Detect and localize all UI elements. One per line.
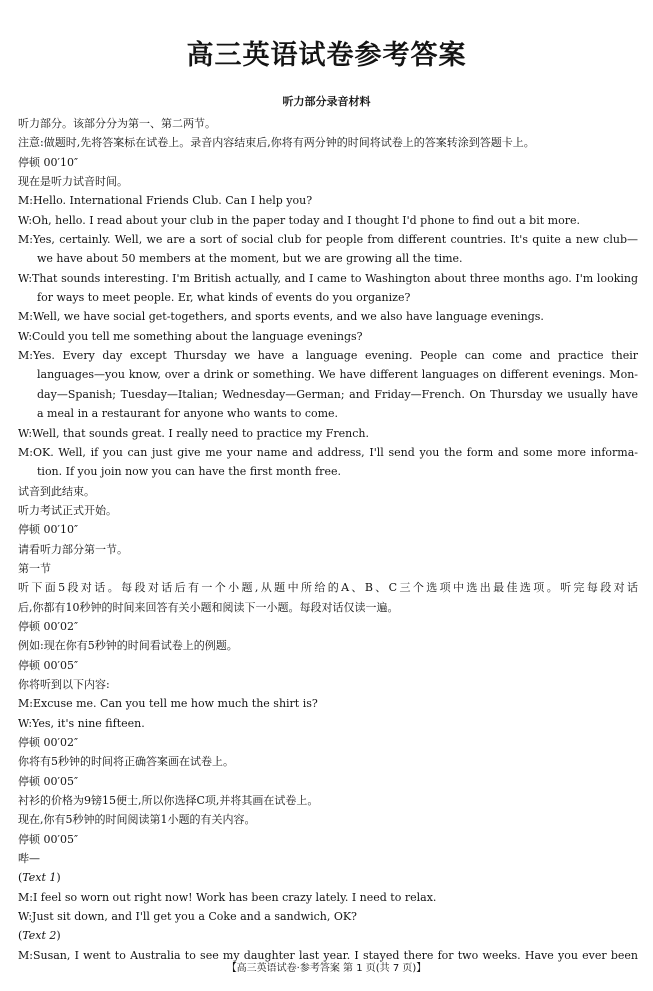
transcript-line: tion. If you join now you can have the first month free. (37, 465, 341, 479)
transcript-line: M:Excuse me. Can you tell me how much the shirt is? (18, 697, 318, 711)
transcript-line: 听力部分。该部分分为第一、第二两节。 (18, 117, 216, 130)
transcript-line: 现在是听力试音时间。 (18, 175, 128, 189)
page-title: 高三英语试卷参考答案 (186, 40, 467, 71)
transcript-line: W:Well, that sounds great. I really need to practice my French. (18, 426, 369, 440)
transcript-line: M:Susan, I went to Australia to see my daughter last year. I stayed there for two weeks. Have you ever been (18, 948, 638, 962)
transcript-line: 停顿 00′10″ (18, 155, 79, 169)
transcript-line: M:I feel so worn out right now! Work has been crazy lately. I need to relax. (18, 890, 437, 904)
transcript-line: a meal in a restaurant for anyone who wants to come. (37, 407, 339, 421)
transcript-line: 停顿 00′02″ (18, 736, 79, 749)
transcript-line: (Text 2) (18, 929, 61, 943)
transcript-line: 注意:做题时,先将答案标在试卷上。录音内容结束后,你将有两分钟的时间将试卷上的答案转涂到答题卡上。 (18, 136, 535, 150)
transcript-line: 第一节 (18, 561, 51, 575)
transcript-line: W:Yes, it's nine fifteen. (18, 716, 145, 730)
transcript-line: W:Could you tell me something about the language evenings? (18, 329, 363, 343)
transcript-line: 你将听到以下内容: (18, 677, 110, 691)
transcript-line: day—Spanish; Tuesday—Italian; Wednesday—German; and Friday—French. On Thursday we usually have (37, 387, 638, 401)
transcript-line: 哔— (18, 852, 40, 866)
transcript-line: we have about 50 members at the moment, but we are growing all the time. (37, 252, 463, 266)
transcript-line: M:Yes. Every day except Thursday we have a language evening. People can come and practice their (18, 349, 638, 363)
transcript-line: 听力考试正式开始。 (18, 503, 117, 517)
transcript-line: W:Just sit down, and I'll get you a Coke and a sandwich, OK? (18, 910, 357, 924)
transcript-line: 现在,你有5秒钟的时间阅读第1小题的有关内容。 (18, 813, 256, 827)
transcript-line: (Text 1) (18, 871, 61, 885)
transcript-line: 停顿 00′05″ (18, 658, 79, 672)
transcript-line: W:That sounds interesting. I'm British actually, and I came to Washington about three months ago. I'm looking (18, 271, 638, 285)
transcript-line: 你将有5秒钟的时间将正确答案画在试卷上。 (18, 755, 234, 769)
transcript-line: 衬衫的价格为9镑15便士,所以你选择C项,并将其画在试卷上。 (18, 794, 319, 808)
text-label: Text 2 (22, 929, 57, 943)
transcript-line: M:Hello. International Friends Club. Can I help you? (18, 194, 313, 208)
section-subtitle: 听力部分录音材料 (282, 95, 371, 108)
transcript-line: 请看听力部分第一节。 (18, 542, 128, 556)
transcript-line: M:Well, we have social get-togethers, and sports events, and we also have language evenings. (18, 310, 544, 324)
transcript-line: 停顿 00′10″ (18, 523, 79, 537)
transcript-line: 例如:现在你有5秒钟的时间看试卷上的例题。 (18, 639, 238, 653)
transcript-body (18, 114, 638, 965)
transcript-line: 后,你都有10秒钟的时间来回答有关小题和阅读下一小题。每段对话仅读一遍。 (18, 600, 399, 614)
transcript-line: 听下面5段对话。每段对话后有一个小题,从题中所给的A、B、C三个选项中选出最佳选项。听完每段对话 (18, 581, 638, 595)
transcript-line: M:OK. Well, if you can just give me your name and address, I'll send you the form and some more informa- (18, 445, 638, 459)
transcript-line: for ways to meet people. Er, what kinds of events do you organize? (37, 291, 411, 305)
text-label: Text 1 (22, 871, 57, 885)
page-footer: 【高三英语试卷·参考答案 第 1 页(共 7 页)】 (226, 963, 427, 974)
transcript-line: M:Yes, certainly. Well, we are a sort of social club for people from different countries. It's quite a new club— (18, 233, 638, 247)
transcript-line: 停顿 00′05″ (18, 832, 79, 846)
transcript-line: 试音到此结束。 (18, 484, 95, 498)
transcript-line: 停顿 00′05″ (18, 774, 79, 788)
transcript-line: 停顿 00′02″ (18, 619, 79, 633)
transcript-line: W:Oh, hello. I read about your club in the paper today and I thought I'd phone to find out a bit more. (18, 213, 580, 227)
transcript-line: languages—you know, over a drink or something. We have different languages on different evenings. Mon- (37, 368, 638, 382)
